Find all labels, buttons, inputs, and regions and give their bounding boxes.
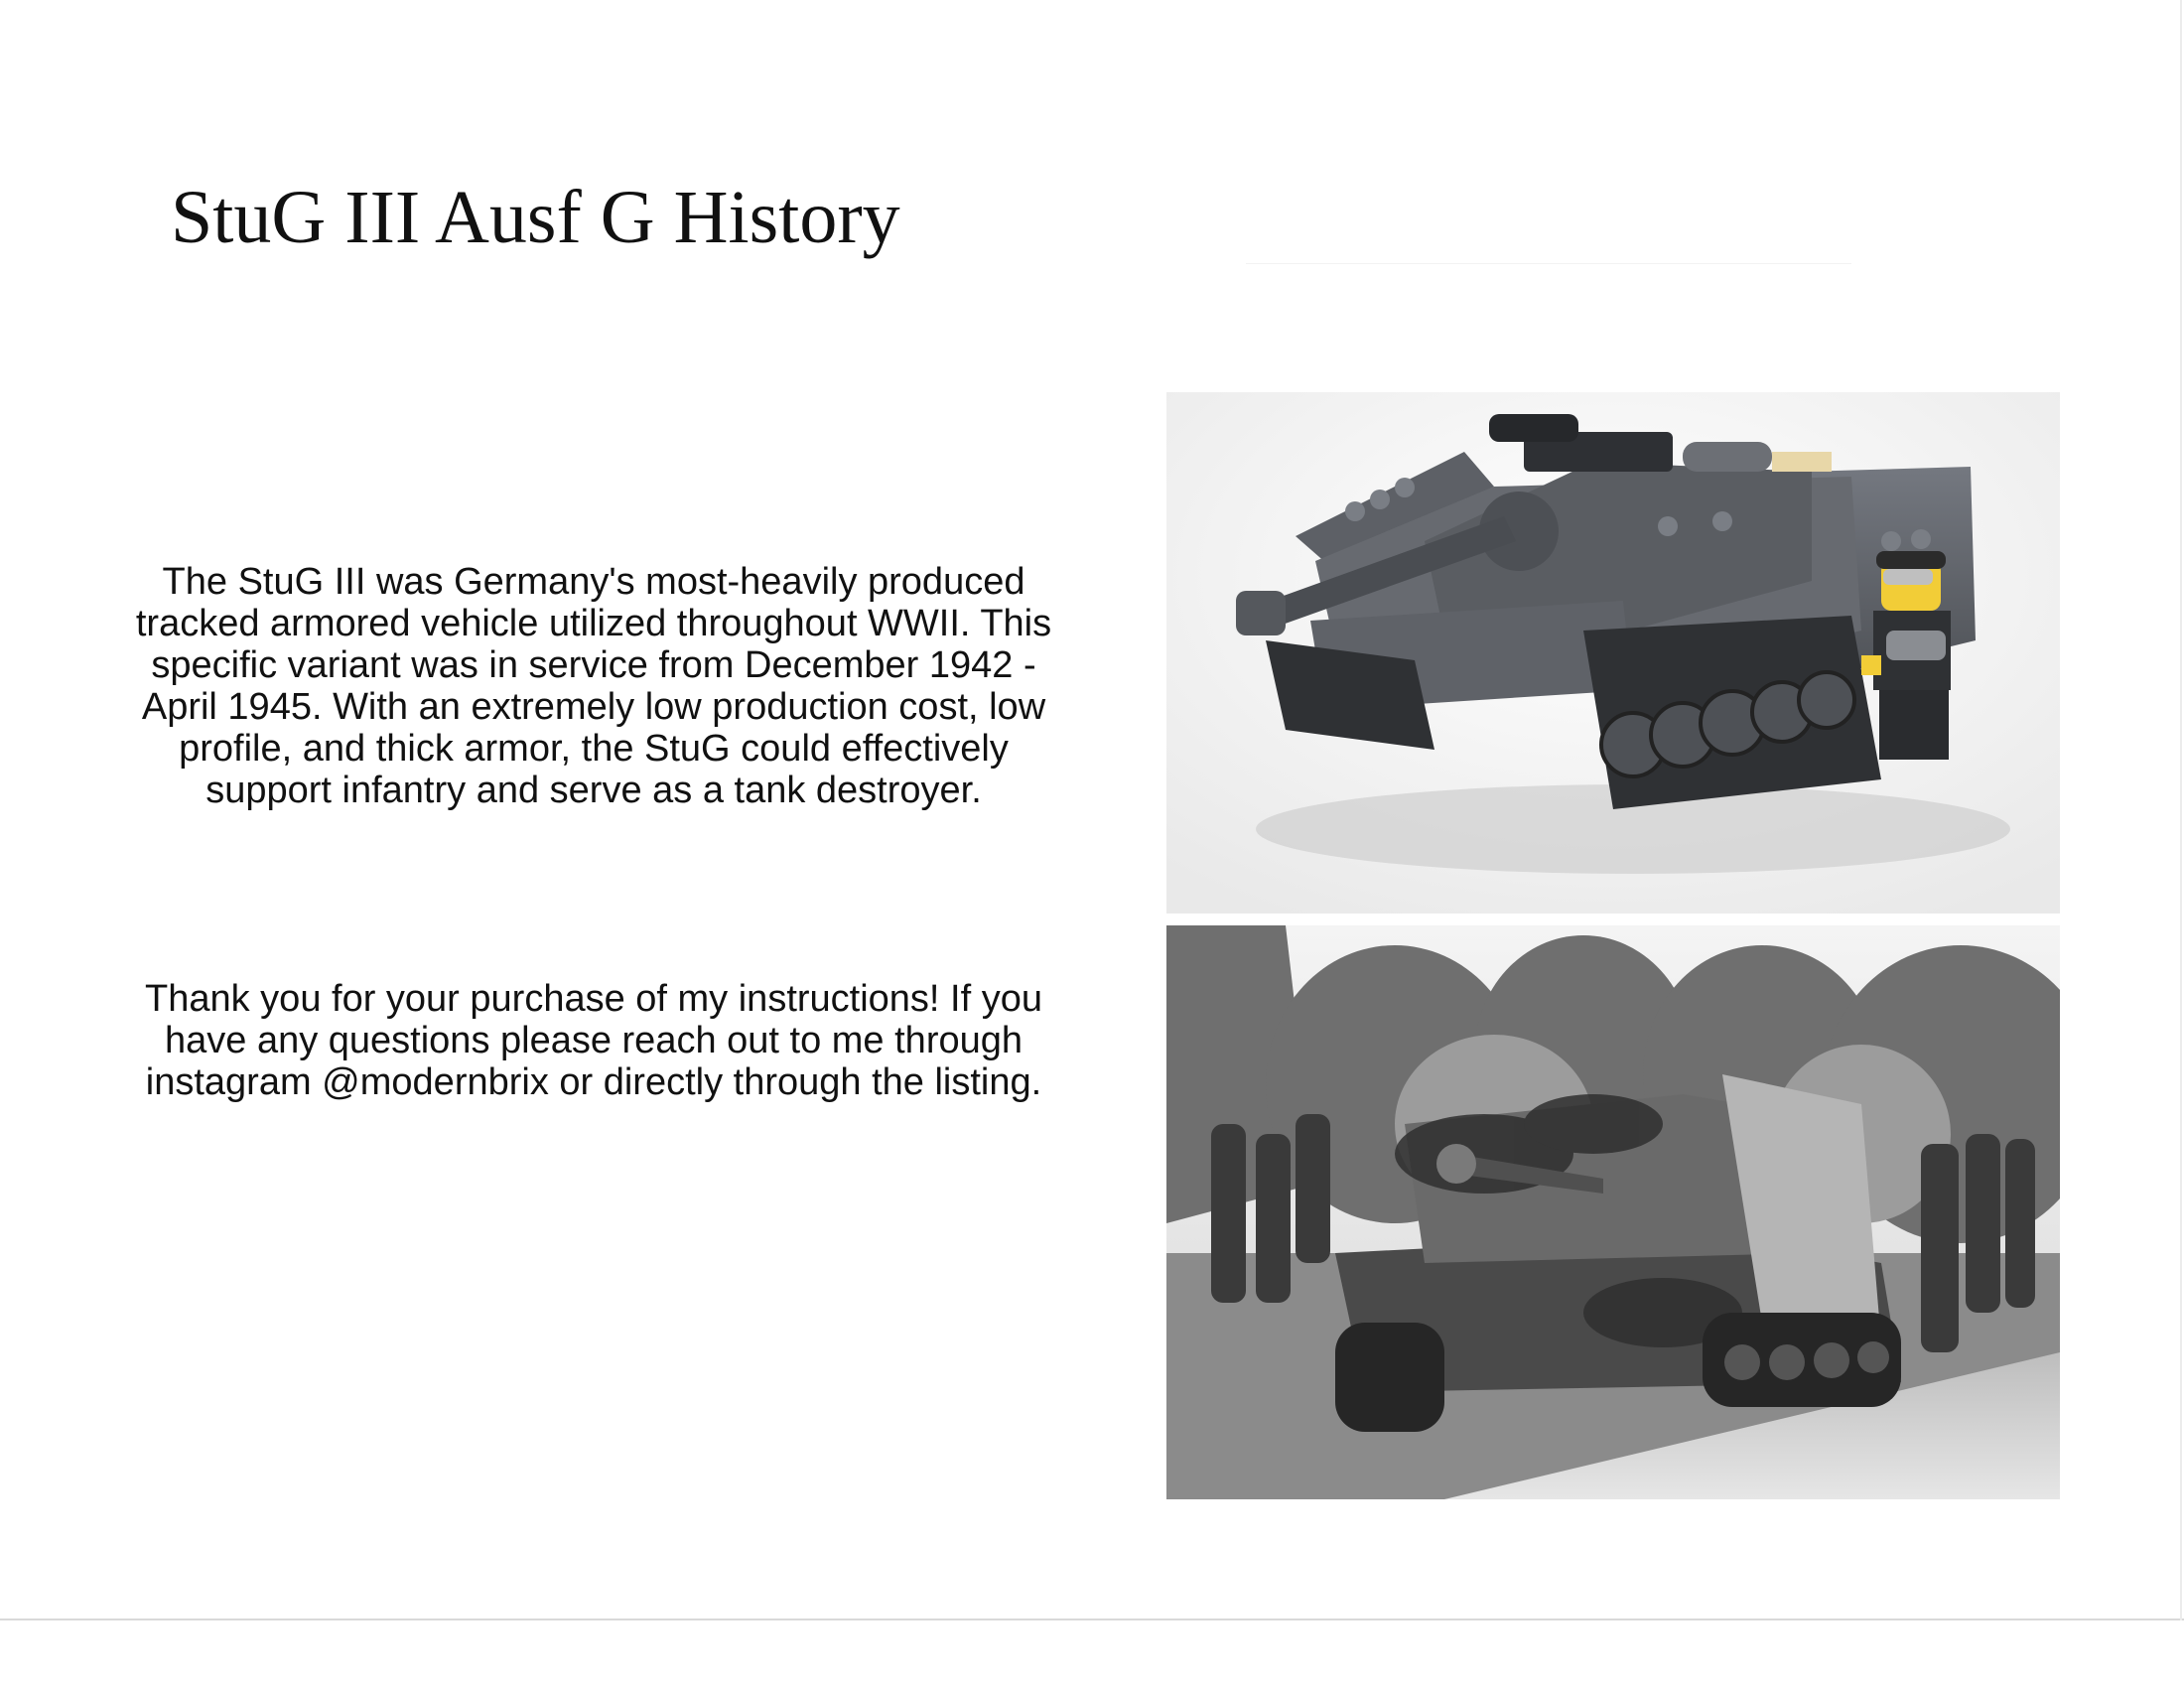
- page-edge: [2180, 0, 2182, 1620]
- history-paragraph: The StuG III was Germany's most-heavily produced tracked armored vehicle utilized throughout WWII. This specific variant was in service from December 1942 - April 1945. With an extremely low production cost, low profile, and thick armor, the StuG could effectively support infantry and serve as a tank destroyer.: [135, 561, 1052, 811]
- thanks-paragraph: Thank you for your purchase of my instructions! If you have any questions please reach out to me through instagram @modernbrix or directly through the listing.: [145, 978, 1042, 1103]
- footer-divider: [0, 1618, 2184, 1620]
- historical-tank-photo-icon: [1166, 925, 2060, 1499]
- brick-model-render-image: [1166, 392, 2060, 914]
- brick-tank-icon: [1166, 392, 2060, 914]
- page-title: StuG III Ausf G History: [171, 176, 900, 259]
- title-divider: [1246, 263, 1851, 264]
- historical-bw-photo-image: [1166, 925, 2060, 1499]
